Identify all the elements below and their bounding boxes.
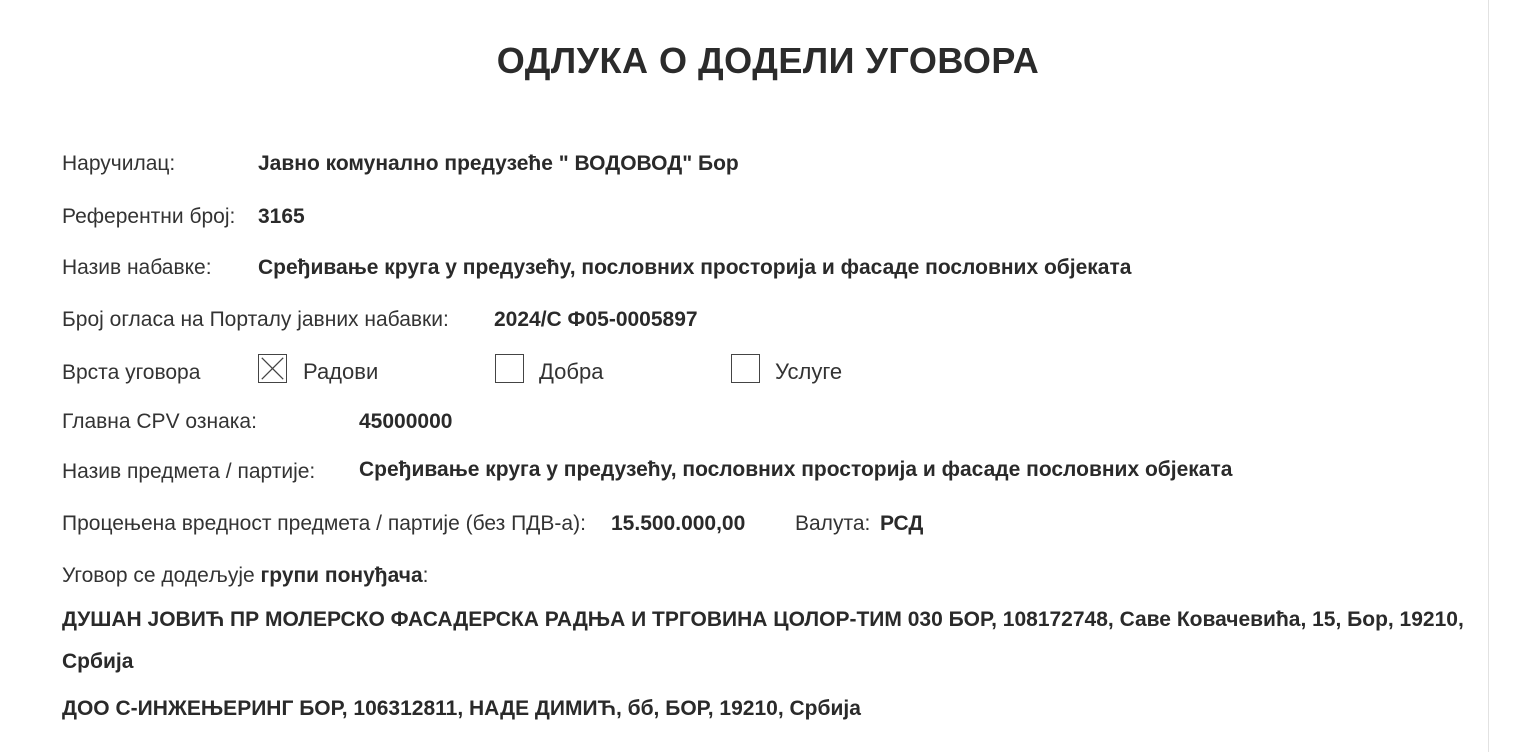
currency-label: Валута: xyxy=(795,512,871,535)
main-cpv-label: Главна CPV ознака: xyxy=(62,410,257,433)
contract-type-services-label: Услуге xyxy=(775,359,843,384)
portal-notice-label: Број огласа на Порталу јавних набавки: xyxy=(62,308,449,331)
awarded-to-group: групи понуђача xyxy=(260,564,423,587)
contracting-authority-label: Наручилац: xyxy=(62,152,176,175)
portal-notice-value: 2024/С Ф05-0005897 xyxy=(494,308,698,331)
awarded-to-line xyxy=(62,564,429,588)
awarded-to-suffix: : xyxy=(422,564,429,587)
estimated-value-amount: 15.500.000,00 xyxy=(611,512,746,535)
contract-type-services-checkbox[interactable] xyxy=(731,354,760,383)
contract-type-goods-label: Добра xyxy=(539,359,604,384)
page-edge-line xyxy=(1488,0,1489,752)
main-cpv-value: 45000000 xyxy=(359,410,453,433)
check-x-icon xyxy=(259,355,286,382)
contracting-authority-value: Јавно комунално предузеће " ВОДОВОД" Бор xyxy=(258,152,739,175)
estimated-value-label: Процењена вредност предмета / партије (без ПДВ-а): xyxy=(62,512,586,535)
document-title: ОДЛУКА О ДОДЕЛИ УГОВОРА xyxy=(496,40,1040,81)
contract-type-works-checkbox[interactable] xyxy=(258,354,287,383)
subject-name-label: Назив предмета / партије: xyxy=(62,460,316,483)
reference-number-value: 3165 xyxy=(258,205,305,228)
contract-type-label: Врста уговора xyxy=(62,361,201,384)
subject-name-value: Сређивање круга у предузећу, пословних просторија и фасаде пословних објеката xyxy=(359,458,1233,481)
procurement-name-value: Сређивање круга у предузећу, пословних просторија и фасаде пословних објеката xyxy=(258,256,1132,279)
procurement-name-label: Назив набавке: xyxy=(62,256,212,279)
currency-value: РСД xyxy=(880,512,924,535)
reference-number-label: Референтни број: xyxy=(62,205,236,228)
awarded-to-prefix: Уговор се додељује xyxy=(62,564,261,587)
contract-type-goods-checkbox[interactable] xyxy=(495,354,524,383)
bidder-item: ДУШАН ЈОВИЋ ПР МОЛЕРСКО ФАСАДЕРСКА РАДЊА И ТРГОВИНА ЦОЛОР-ТИМ 030 БОР, 108172748, Саве Ковачевића, 15, Бор, 19210, Србија xyxy=(62,608,1464,673)
bidder-item: ДОО С-ИНЖЕЊЕРИНГ БОР, 106312811, НАДЕ ДИМИЋ, бб, БОР, 19210, Србија xyxy=(62,697,861,720)
contract-type-works-label: Радови xyxy=(303,359,379,384)
